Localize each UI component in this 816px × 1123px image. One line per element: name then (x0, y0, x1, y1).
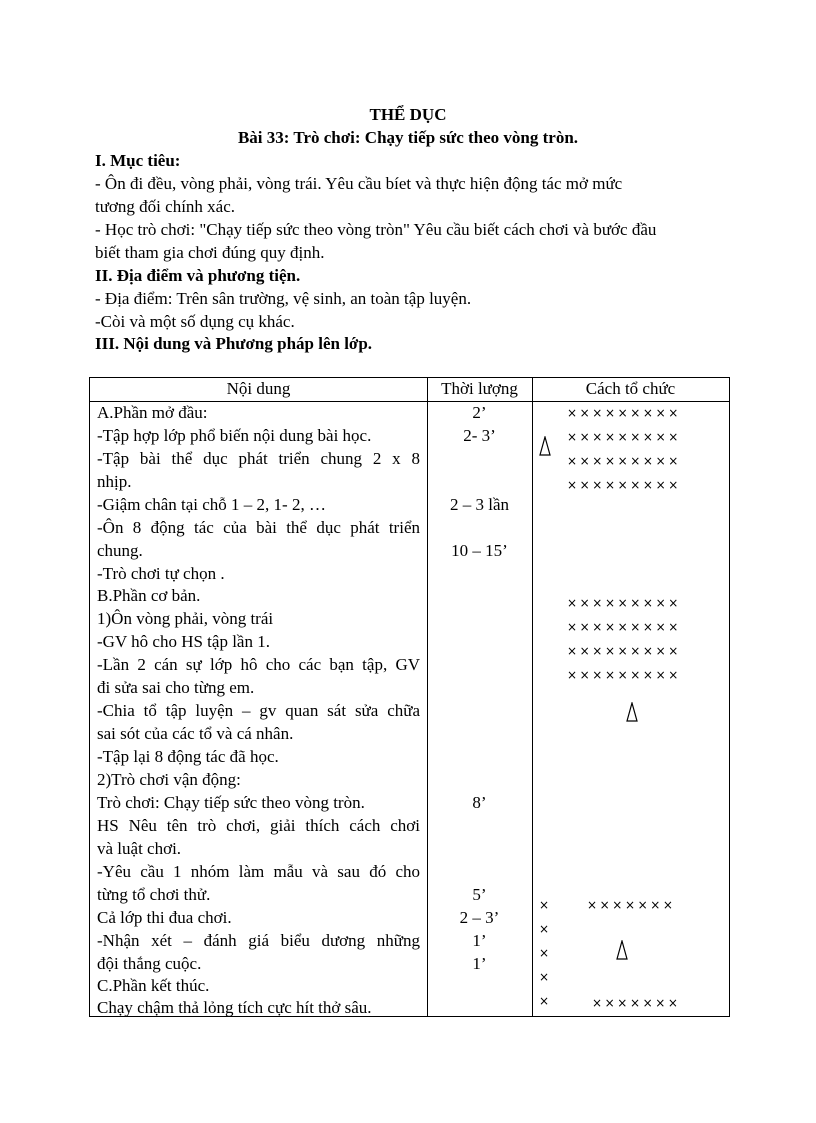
content-line: A.Phần mở đầu: (97, 403, 208, 422)
student-row: ××××××××× (567, 430, 681, 444)
student-single: × (539, 898, 552, 912)
content-line: Cả lớp thi đua chơi. (97, 908, 232, 927)
student-row: ××××××××× (567, 644, 681, 658)
content-line: -Tập lại 8 động tác đã học. (97, 747, 279, 766)
location-line: -Còi và một số dụng cụ khác. (95, 312, 295, 331)
content-line: -Nhận xét – đánh giá biểu dương những (97, 931, 420, 950)
lesson-table (89, 377, 730, 1017)
duration-value: 1’ (472, 954, 487, 973)
duration-value: 8’ (472, 793, 487, 812)
content-line: 1)Ôn vòng phải, vòng trái (97, 609, 274, 628)
content-line: -Ôn 8 động tác của bài thể dục phát triển (97, 518, 420, 537)
content-line: Chạy chậm thả lỏng tích cực hít thở sâu. (97, 998, 372, 1017)
content-line: -Tập bài thể dục phát triển chung 2 x 8 (97, 449, 420, 468)
objectives-line: biết tham gia chơi đúng quy định. (95, 243, 325, 262)
lesson-title: Bài 33: Trò chơi: Chạy tiếp sức theo vòng tròn. (237, 128, 579, 147)
content-line: -GV hô cho HS tập lần 1. (97, 632, 270, 651)
content-line: từng tổ chơi thử. (97, 885, 211, 904)
objectives-line: - Ôn đi đều, vòng phải, vòng trái. Yêu cầu bíet và thực hiện động tác mở mức (95, 174, 623, 193)
student-row: ××××××××× (567, 596, 681, 610)
location-heading: II. Địa điểm và phương tiện. (95, 266, 301, 285)
duration-value: 5’ (472, 885, 487, 904)
student-row: ××××××× (587, 898, 676, 912)
triangle-icon (539, 436, 551, 456)
duration-value: 2’ (472, 403, 487, 422)
objectives-line: - Học trò chơi: "Chạy tiếp sức theo vòng tròn" Yêu cầu biết cách chơi và bước đầu (95, 220, 657, 239)
content-line: -Trò chơi tự chọn . (97, 564, 225, 583)
duration-value: 2 – 3’ (459, 908, 500, 927)
header-content: Nội dung (226, 379, 291, 398)
student-single: × (539, 970, 552, 984)
student-row: ××××××××× (567, 454, 681, 468)
duration-value: 2 – 3 lần (449, 495, 510, 514)
student-single: × (539, 922, 552, 936)
content-line: Trò chơi: Chạy tiếp sức theo vòng tròn. (97, 793, 365, 812)
triangle-icon (626, 702, 638, 722)
duration-value: 2- 3’ (463, 426, 496, 445)
content-line: -Giậm chân tại chỗ 1 – 2, 1- 2, … (97, 495, 326, 514)
student-row: ××××××××× (567, 668, 681, 682)
content-heading: III. Nội dung và Phương pháp lên lớp. (95, 334, 373, 353)
content-line: HS Nêu tên trò chơi, giải thích cách chơi (97, 816, 420, 835)
content-line: -Lần 2 cán sự lớp hô cho các bạn tập, GV (97, 655, 420, 674)
header-duration: Thời lượng (441, 379, 518, 398)
content-line: B.Phần cơ bản. (97, 586, 201, 605)
content-line: 2)Trò chơi vận động: (97, 770, 241, 789)
student-row: ××××××××× (567, 620, 681, 634)
content-line: chung. (97, 541, 143, 560)
content-line: sai sót của các tổ và cá nhân. (97, 724, 294, 743)
header-organization: Cách tổ chức (585, 379, 676, 398)
objectives-heading: I. Mục tiêu: (95, 151, 181, 170)
student-row: ××××××××× (567, 478, 681, 492)
content-line: và luật chơi. (97, 839, 182, 858)
duration-value: 1’ (472, 931, 487, 950)
page-title: THỂ DỤC (369, 105, 447, 124)
content-line: nhịp. (97, 472, 132, 491)
student-row: ××××××× (592, 996, 681, 1010)
content-line: đội thắng cuộc. (97, 954, 202, 973)
column-divider (532, 378, 533, 1016)
content-line: đi sửa sai cho từng em. (97, 678, 255, 697)
header-divider (90, 401, 729, 402)
triangle-icon (616, 940, 628, 960)
student-row: ××××××××× (567, 406, 681, 420)
content-line: C.Phần kết thúc. (97, 976, 210, 995)
content-line: -Yêu cầu 1 nhóm làm mẫu và sau đó cho (97, 862, 420, 881)
objectives-line: tương đối chính xác. (95, 197, 236, 216)
location-line: - Địa điểm: Trên sân trường, vệ sinh, an toàn tập luyện. (95, 289, 472, 308)
content-line: -Tập hợp lớp phổ biến nội dung bài học. (97, 426, 372, 445)
student-single: × (539, 946, 552, 960)
student-single: × (539, 994, 552, 1008)
content-line: -Chia tổ tập luyện – gv quan sát sửa chữa (97, 701, 420, 720)
duration-value: 10 – 15’ (451, 541, 508, 560)
